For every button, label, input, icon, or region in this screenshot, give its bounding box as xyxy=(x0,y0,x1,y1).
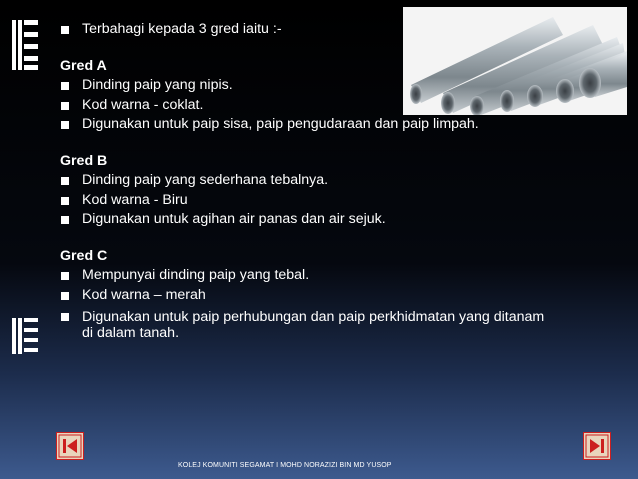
list-item xyxy=(60,210,580,230)
square-bullet-icon xyxy=(61,272,69,280)
list-item-text: Mempunyai dinding paip yang tebal. xyxy=(82,267,310,283)
square-bullet-icon xyxy=(61,197,69,205)
list-item-text: Digunakan untuk paip perhubungan dan paip perkhidmatan yang ditanam di dalam tanah. xyxy=(82,309,545,341)
square-bullet-icon xyxy=(61,82,69,90)
square-bullet-icon xyxy=(61,102,69,110)
list-item-text: Dinding paip yang nipis. xyxy=(82,77,233,93)
list-item xyxy=(60,286,580,306)
slide-content xyxy=(60,20,580,341)
list-item xyxy=(60,115,580,135)
section-heading-gred-c: Gred C xyxy=(60,247,108,264)
footer-text: KOLEJ KOMUNITI SEGAMAT I MOHD NORAZIZI BIN MD YUSOP xyxy=(178,462,392,469)
first-slide-icon xyxy=(56,432,84,460)
list-item xyxy=(60,191,580,211)
square-bullet-icon xyxy=(61,121,69,129)
list-item xyxy=(60,96,580,116)
square-bullet-icon xyxy=(61,313,69,321)
square-bullet-icon xyxy=(61,177,69,185)
last-slide-button[interactable] xyxy=(583,432,611,460)
list-item xyxy=(60,266,580,286)
list-item-text: Digunakan untuk agihan air panas dan air sejuk. xyxy=(82,211,386,227)
list-item xyxy=(60,76,580,96)
list-item-text: Kod warna - Biru xyxy=(82,191,188,208)
square-bullet-icon xyxy=(61,292,69,300)
list-item xyxy=(60,309,580,341)
section-heading-gred-b: Gred B xyxy=(60,152,108,169)
list-item-text: Kod warna – merah xyxy=(82,286,206,303)
square-bullet-icon xyxy=(61,216,69,224)
intro-bullet xyxy=(60,20,580,40)
first-slide-button[interactable] xyxy=(56,432,84,460)
list-item-text: Kod warna - coklat. xyxy=(82,96,204,113)
last-slide-icon xyxy=(583,432,611,460)
list-item-text: Digunakan untuk paip sisa, paip pengudaraan dan paip limpah. xyxy=(82,116,479,132)
square-bullet-icon xyxy=(61,26,69,34)
list-item-text: Dinding paip yang sederhana tebalnya. xyxy=(82,172,329,188)
left-decoration xyxy=(12,0,40,479)
list-item xyxy=(60,171,580,191)
section-heading-gred-a: Gred A xyxy=(60,57,107,74)
intro-text: Terbahagi kepada 3 gred iaitu :- xyxy=(82,21,282,37)
